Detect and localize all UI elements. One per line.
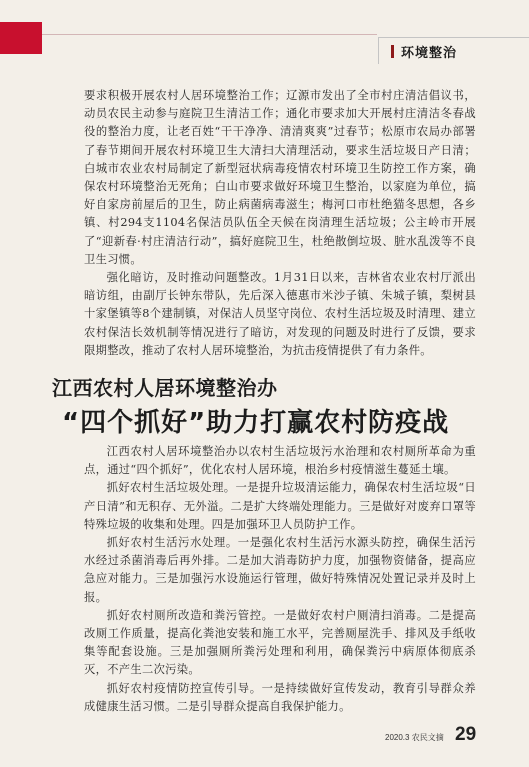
top-body-text [84, 87, 476, 360]
paragraph: 抓好农村生活污水处理。一是强化农村生活污水源头防控，确保生活污水经过杀菌消毒后再外排。二是加大消毒防护力度，加强物资储备，提高应急应对能力。三是加强污水设施运行管理，做好特殊情况处置记录并及时上报。 [84, 536, 476, 604]
paragraph: 江西农村人居环境整治办以农村生活垃圾污水治理和农村厕所革命为重点，通过“四个抓好”，优化农村人居环境，根治乡村疫情滋生蔓延土壤。 [84, 445, 476, 477]
page-footer [385, 724, 515, 748]
article-title-line1: 江西农村人居环境整治办 [52, 376, 278, 400]
paragraph: 强化暗访，及时推动问题整改。1月31日以来，吉林省农业农村厅派出暗访组，由副厅长钟东带队，先后深入德惠市米沙子镇、朱城子镇，梨树县十家堡镇等8个建制镇，对保洁人员坚守岗位、农村生活垃圾及时清理、建立农村保洁长效机制等情况进行了暗访，对发现的问题及时进行了反馈，要求限期整改，推动了农村人居环境整治，为抗击疫情提供了有力条件。 [84, 271, 477, 357]
paragraph-lead: 强化暗访，及时推动问题整改。 [106, 271, 274, 285]
page-header [0, 0, 529, 64]
article-title-line2: “四个抓好”助力打赢农村防疫战 [62, 408, 450, 438]
section-tab [378, 37, 529, 64]
paragraph-lead: 抓好农村厕所改造和粪污管控。 [106, 608, 274, 622]
paragraph: 抓好农村生活垃圾处理。一是提升垃圾清运能力，确保农村生活垃圾“日产日清”和无积存、无外溢。二是扩大终端处理能力。三是做好对废弃口罩等特殊垃圾的收集和处理。四是加强环卫人员防护工作。 [84, 481, 476, 531]
paragraph: 要求积极开展农村人居环境整治工作；辽源市发出了全市村庄清洁倡议书，动员农民主动参与庭院卫生清洁工作；通化市要求加大开展村庄清洁冬春战役的整治力度，让老百姓“干干净净、清清爽爽”过春节；松原市农局办部署了春节期间开展农村环境卫生大清扫大清理活动，要求生活垃圾日产日清；白城市农业农村局制定了新型冠状病毒疫情农村环境卫生防控工作方案，确保农村环境整治无死角；白山市要求做好环境卫生整治，以家庭为单位，搞好自家房前屋后的卫生，防止病菌病毒滋生；梅河口市杜绝猫冬思想，各乡镇、村294支1104名保洁员队伍全天候在岗清理生活垃圾；公主岭市开展了“迎新春·村庄清洁行动”，搞好庭院卫生，杜绝散倒垃圾、脏水乱泼等不良卫生习惯。 [84, 89, 476, 266]
section-title: 环境整治 [401, 46, 458, 61]
issue-label: 2020.3 农民文摘 [385, 733, 444, 742]
section-tab-bar [391, 45, 394, 58]
paragraph-lead: 抓好农村生活污水处理。 [106, 536, 238, 550]
paragraph-lead: 抓好农村生活垃圾处理。 [106, 481, 236, 495]
paragraph-lead: 抓好农村疫情防控宣传引导。 [106, 681, 262, 695]
paragraph: 抓好农村疫情防控宣传引导。一是持续做好宣传发动，教育引导群众养成健康生活习惯。二是引导群众提高自我保护能力。 [84, 681, 476, 713]
paragraph: 抓好农村厕所改造和粪污管控。一是做好农村户厕清扫消毒。二是提高改厕工作质量，提高化粪池安装和施工水平，完善厕屋洗手、排风及手纸收集等配套设施。三是加强厕所粪污处理和利用，确保粪污中病原体彻底杀灭，不产生二次污染。 [84, 608, 477, 677]
article-body-text [84, 443, 476, 716]
header-rule [42, 34, 377, 35]
header-red-block [0, 22, 42, 54]
page-number: 29 [455, 724, 477, 745]
